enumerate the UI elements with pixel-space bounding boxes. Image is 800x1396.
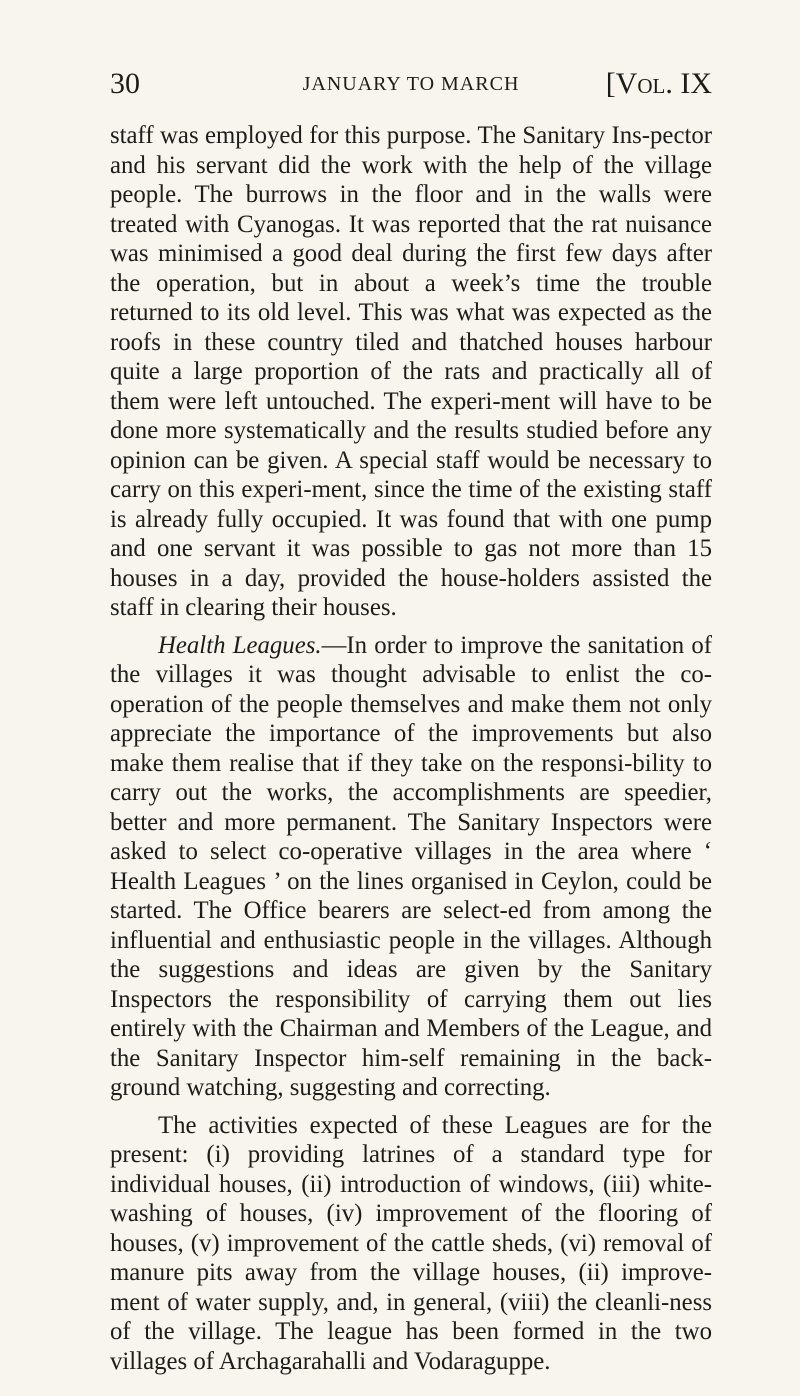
paragraph-health-leagues — [110, 631, 712, 1103]
paragraph-league-activities — [110, 1111, 712, 1377]
running-title: JANUARY TO MARCH — [302, 73, 520, 95]
section-heading: Health Leagues. — [158, 631, 322, 659]
volume-label: [Vol. IX — [605, 67, 712, 100]
paragraph-text: staff was employed for this purpose. The Sanitary Ins-pector and his servant did the work with the help of the village people. The burrows in the floor and in the walls were treated with Cyanogas. It was reported that the rat nuisance was minimised a good deal during the first few days after the operation, but in about a week’s time the trouble returned to its old level. This was what was expected as the roofs in these country tiled and thatched houses harbour quite a large proportion of the rats and practically all of them were left untouched. The experi-ment will have to be done more systematically and the results studied before any opinion can be given. A special staff would be necessary to carry on this experi-ment, since the time of the existing staff is already fully occupied. It was found that with one pump and one servant it was possible to gas not more than 15 houses in a day, provided the house-holders assisted the staff in clearing their houses. — [110, 122, 712, 621]
page-body — [110, 121, 712, 1376]
page-header — [110, 64, 712, 104]
paragraph-text: The activities expected of these Leagues are for the present: (i) providing latrines of a standard type for individual houses, (ii) introduction of windows, (iii) white-washing of houses, (iv) improvement of the flooring of houses, (v) improvement of the cattle sheds, (vi) removal of manure pits away from the village houses, (ii) improve-ment of water supply, and, in general, (viii) the cleanli-ness of the village. The league has been formed in the two villages of Archagarahalli and Vodaraguppe. — [110, 1111, 712, 1375]
paragraph-rat-gassing — [110, 121, 712, 623]
paragraph-text: —In order to improve the sanitation of the villages it was thought advisable to enlist the co-operation of the people themselves and make them not only appreciate the importance of the improvements but also make them realise that if they take on the responsi-bility to carry out the works, the accomplishments are speedier, better and more permanent. The Sanitary Inspectors were asked to select co-operative villages in the area where ‘ Health Leagues ’ on the lines organised in Ceylon, could be started. The Office bearers are select-ed from among the influential and enthusiastic people in the villages. Although the suggestions and ideas are given by the Sanitary Inspectors the responsibility of carrying them out lies entirely with the Chairman and Members of the League, and the Sanitary Inspector him-self remaining in the back-ground watching, suggesting and correcting. — [110, 631, 712, 1101]
page-number: 30 — [110, 67, 140, 100]
